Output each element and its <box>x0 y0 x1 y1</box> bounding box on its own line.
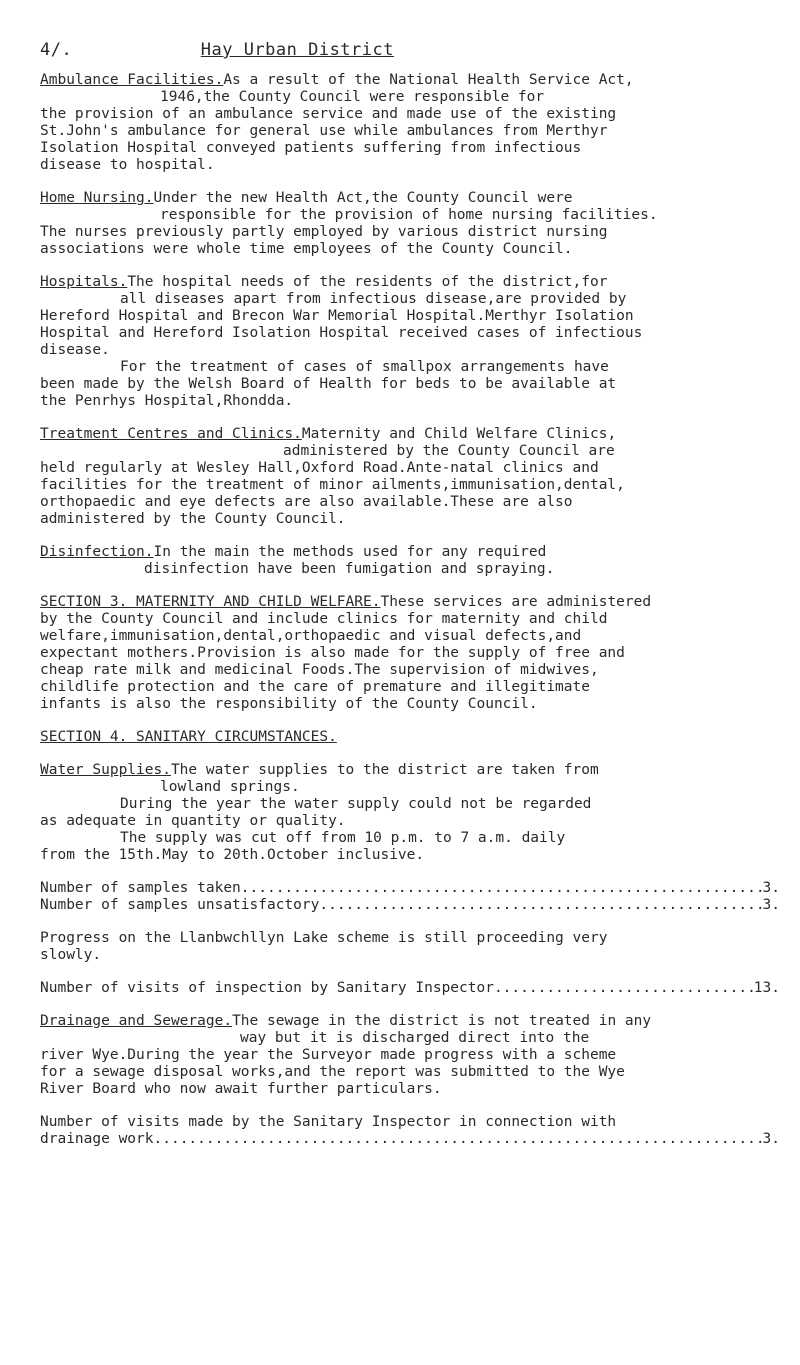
dot-leader <box>154 1131 763 1148</box>
paragraph-line: river Wye.During the year the Surveyor made progress with a scheme <box>40 1047 617 1063</box>
paragraph-line: held regularly at Wesley Hall,Oxford Road.Ante-natal clinics and <box>40 460 599 476</box>
document-body <box>40 72 780 1164</box>
ambulance-heading: Ambulance Facilities. <box>40 72 224 88</box>
samples-taken-row <box>40 880 780 897</box>
paragraph-line: The sewage in the district is not treated in any <box>232 1013 652 1029</box>
drainage-visits-label: drainage work <box>40 1131 154 1147</box>
paragraph-line: the provision of an ambulance service and made use of the existing <box>40 106 617 122</box>
drainage-visits-row <box>40 1131 780 1148</box>
paragraph-line: way but it is discharged direct into the <box>240 1030 590 1046</box>
paragraph-line: facilities for the treatment of minor ailments,immunisation,dental, <box>40 477 625 493</box>
paragraph-line: Number of visits made by the Sanitary Inspector in connection with <box>40 1114 617 1130</box>
paragraph-line: 1946,the County Council were responsible for <box>160 89 545 105</box>
drainage-heading: Drainage and Sewerage. <box>40 1013 233 1029</box>
paragraph-line: Maternity and Child Welfare Clinics, <box>301 426 617 442</box>
paragraph-line: The supply was cut off from 10 p.m. to 7 a.m. daily <box>120 830 566 846</box>
section-visits <box>40 980 780 997</box>
dot-leader <box>319 897 762 914</box>
visits-row <box>40 980 780 997</box>
section-ambulance <box>40 72 780 174</box>
samples-taken-value: 3. <box>762 880 780 896</box>
section-4-heading: SECTION 4. SANITARY CIRCUMSTANCES. <box>40 729 337 745</box>
section-home-nursing <box>40 190 780 258</box>
paragraph-line: The hospital needs of the residents of the district,for <box>127 274 608 290</box>
paragraph-line: Isolation Hospital conveyed patients suffering from infectious <box>40 140 582 156</box>
paragraph-line: As a result of the National Health Service Act, <box>223 72 634 88</box>
paragraph-line: from the 15th.May to 20th.October inclusive. <box>40 847 425 863</box>
section-4-sanitary <box>40 729 780 746</box>
samples-unsatisfactory-label: Number of samples unsatisfactory <box>40 897 320 913</box>
paragraph-line: by the County Council and include clinics for maternity and child <box>40 611 608 627</box>
paragraph-line: The nurses previously partly employed by various district nursing <box>40 224 608 240</box>
paragraph-line: all diseases apart from infectious disease,are provided by <box>120 291 627 307</box>
paragraph-line: the Penrhys Hospital,Rhondda. <box>40 393 294 409</box>
section-samples <box>40 880 780 914</box>
home-nursing-heading: Home Nursing. <box>40 190 154 206</box>
paragraph-line: cheap rate milk and medicinal Foods.The supervision of midwives, <box>40 662 599 678</box>
hospitals-heading: Hospitals. <box>40 274 128 290</box>
disinfection-heading: Disinfection. <box>40 544 154 560</box>
paragraph-line: associations were whole time employees of the County Council. <box>40 241 573 257</box>
paragraph-line: disease to hospital. <box>40 157 215 173</box>
page-number: 4/. <box>40 40 73 60</box>
paragraph-line: The water supplies to the district are taken from <box>170 762 599 778</box>
paragraph-line: orthopaedic and eye defects are also available.These are also <box>40 494 573 510</box>
paragraph-line: welfare,immunisation,dental,orthopaedic and visual defects,and <box>40 628 582 644</box>
paragraph-line: childlife protection and the care of premature and illegitimate <box>40 679 590 695</box>
section-disinfection <box>40 544 780 578</box>
treatment-heading: Treatment Centres and Clinics. <box>40 426 302 442</box>
paragraph-line: Hereford Hospital and Brecon War Memorial Hospital.Merthyr Isolation <box>40 308 634 324</box>
paragraph-line: infants is also the responsibility of the County Council. <box>40 696 538 712</box>
paragraph-line: expectant mothers.Provision is also made for the supply of free and <box>40 645 625 661</box>
visits-value: 13. <box>753 980 780 996</box>
paragraph-line: During the year the water supply could not be regarded <box>120 796 592 812</box>
page-header <box>40 40 394 60</box>
paragraph-line: In the main the methods used for any required <box>153 544 547 560</box>
paragraph-line: St.John's ambulance for general use while ambulances from Merthyr <box>40 123 608 139</box>
paragraph-line: For the treatment of cases of smallpox arrangements have <box>120 359 609 375</box>
paragraph-line: been made by the Welsh Board of Health for beds to be available at <box>40 376 617 392</box>
paragraph-line: These services are administered <box>380 594 652 610</box>
paragraph-line: Progress on the Llanbwchllyn Lake scheme is still proceeding very <box>40 930 608 946</box>
paragraph-line: disease. <box>40 342 110 358</box>
section-treatment-centres <box>40 426 780 528</box>
samples-unsatisfactory-value: 3. <box>762 897 780 913</box>
section-hospitals <box>40 274 780 410</box>
paragraph-line: River Board who now await further particulars. <box>40 1081 442 1097</box>
dot-leader <box>494 980 754 997</box>
section-drainage-visits <box>40 1114 780 1148</box>
section-progress <box>40 930 780 964</box>
paragraph-line: Hospital and Hereford Isolation Hospital received cases of infectious <box>40 325 643 341</box>
water-heading: Water Supplies. <box>40 762 171 778</box>
paragraph-line: lowland springs. <box>160 779 300 795</box>
paragraph-line: administered by the County Council are <box>283 443 615 459</box>
section-3-maternity <box>40 594 780 713</box>
paragraph-line: as adequate in quantity or quality. <box>40 813 346 829</box>
section-drainage <box>40 1013 780 1098</box>
drainage-visits-value: 3. <box>762 1131 780 1147</box>
paragraph-line: for a sewage disposal works,and the report was submitted to the Wye <box>40 1064 625 1080</box>
section-3-heading: SECTION 3. MATERNITY AND CHILD WELFARE. <box>40 594 381 610</box>
dot-leader <box>241 880 763 897</box>
page-title: Hay Urban District <box>200 40 394 60</box>
section-water-supplies <box>40 762 780 864</box>
visits-label: Number of visits of inspection by Sanitary Inspector <box>40 980 494 996</box>
samples-unsatisfactory-row <box>40 897 780 914</box>
paragraph-line: administered by the County Council. <box>40 511 346 527</box>
samples-taken-label: Number of samples taken <box>40 880 241 896</box>
paragraph-line: disinfection have been fumigation and spraying. <box>144 561 555 577</box>
paragraph-line: responsible for the provision of home nursing facilities. <box>160 207 658 223</box>
paragraph-line: slowly. <box>40 947 102 963</box>
paragraph-line: Under the new Health Act,the County Council were <box>153 190 573 206</box>
